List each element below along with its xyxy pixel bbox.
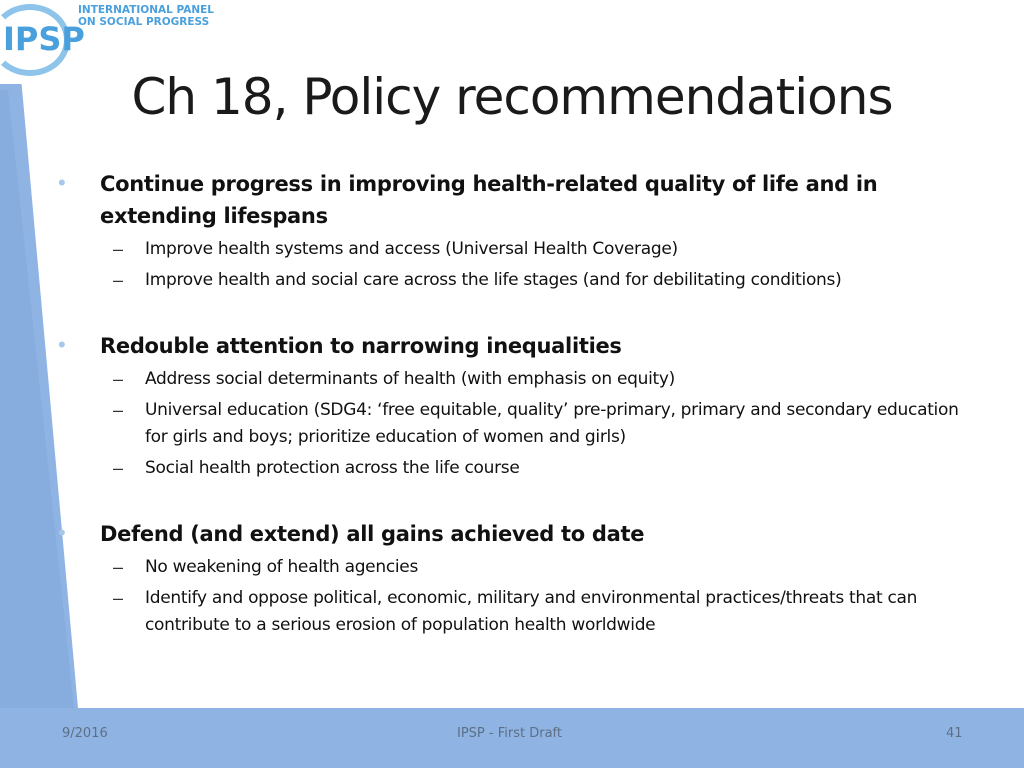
spacer <box>58 482 978 518</box>
dash-marker: – <box>113 400 124 420</box>
footer-page-number: 41 <box>946 726 963 741</box>
footer-date: 9/2016 <box>62 726 108 741</box>
sub-item-text: Social health protection across the life course <box>145 458 520 478</box>
bullet-section-3 <box>58 518 978 550</box>
sub-item-text: No weakening of health agencies <box>145 557 419 577</box>
bullet-heading: Continue progress in improving health-related quality of life and in extending lifespans <box>100 172 878 228</box>
sub-item <box>58 585 978 639</box>
logo-text <box>78 4 214 28</box>
footer-center-text: IPSP - First Draft <box>457 726 562 741</box>
bullet-dot: • <box>58 332 66 357</box>
dash-marker: – <box>113 588 124 608</box>
bullet-heading: Defend (and extend) all gains achieved to date <box>100 522 645 546</box>
sub-item-text: Address social determinants of health (with emphasis on equity) <box>145 369 675 389</box>
sub-item <box>58 366 978 393</box>
sub-item <box>58 554 978 581</box>
bullet-section-1 <box>58 168 978 232</box>
dash-marker: – <box>113 239 124 259</box>
slide-title: Ch 18, Policy recommendations <box>131 68 893 126</box>
slide-footer <box>0 708 1024 768</box>
sub-item <box>58 267 978 294</box>
logo-line-1: INTERNATIONAL PANEL <box>78 4 214 16</box>
dash-marker: – <box>113 270 124 290</box>
sub-item-text: Identify and oppose political, economic, military and environmental practices/threats that can contribute to a serious erosion of population health worldwide <box>145 588 918 635</box>
logo-mark: IPSP <box>3 20 85 58</box>
sub-item-text: Improve health and social care across the life stages (and for debilitating conditions) <box>145 270 842 290</box>
dash-marker: – <box>113 458 124 478</box>
dash-marker: – <box>113 557 124 577</box>
dash-marker: – <box>113 369 124 389</box>
sub-item-text: Improve health systems and access (Universal Health Coverage) <box>145 239 678 259</box>
sub-item <box>58 236 978 263</box>
sub-item <box>58 397 978 451</box>
sub-item-text: Universal education (SDG4: ‘free equitable, quality’ pre-primary, primary and secondary education for girls and boys; prioritize education of women and girls) <box>145 400 959 447</box>
logo-line-2: ON SOCIAL PROGRESS <box>78 16 210 28</box>
bullet-heading: Redouble attention to narrowing inequalities <box>100 334 622 358</box>
bullet-dot: • <box>58 170 66 195</box>
spacer <box>58 294 978 330</box>
bullet-section-2 <box>58 330 978 362</box>
slide-content <box>58 168 978 639</box>
sub-item <box>58 455 978 482</box>
bullet-dot: • <box>58 520 66 545</box>
